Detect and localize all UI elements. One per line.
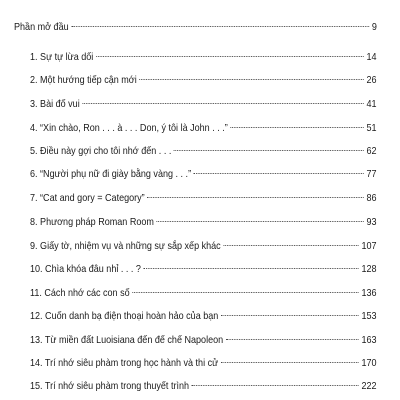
toc-entry-title: 13. Từ miền đất Luoisiana đến đế chế Napoleon xyxy=(30,334,224,346)
dot-leader xyxy=(194,173,364,174)
toc-entry-page: 26 xyxy=(366,74,377,86)
toc-entry-chapter-12 xyxy=(30,310,377,323)
toc-entry-page: 9 xyxy=(371,21,377,33)
toc-entry-page: 163 xyxy=(361,334,377,346)
toc-entry-title: 2. Một hướng tiếp cận mới xyxy=(30,74,137,86)
toc-entry-page: 86 xyxy=(366,192,377,204)
toc-entry-title: 14. Trí nhớ siêu phàm trong học hành và thi cử xyxy=(30,357,219,369)
dot-leader xyxy=(192,385,359,386)
toc-entry-page: 153 xyxy=(361,310,377,322)
dot-leader xyxy=(221,315,359,316)
toc-entry-chapter-14 xyxy=(30,357,377,370)
toc-entry-chapter-5 xyxy=(30,145,377,158)
dot-leader xyxy=(221,362,359,363)
toc-entry-title: 7. “Cat and gory = Category” xyxy=(30,192,145,204)
toc-entry-page: 41 xyxy=(366,98,377,110)
toc-entry-intro xyxy=(14,21,377,34)
toc-entry-chapter-15 xyxy=(30,380,377,393)
dot-leader xyxy=(144,268,359,269)
dot-leader xyxy=(223,245,359,246)
dot-leader xyxy=(156,221,363,222)
toc-entry-chapter-11 xyxy=(30,287,377,300)
toc-entry-title: 11. Cách nhớ các con số xyxy=(30,287,130,299)
toc-entry-title: Phần mở đầu xyxy=(14,21,69,33)
dot-leader xyxy=(226,339,359,340)
toc-entry-chapter-6 xyxy=(30,168,377,181)
toc-entry-page: 14 xyxy=(366,51,377,63)
toc-entry-title: 3. Bài đố vui xyxy=(30,98,80,110)
dot-leader xyxy=(139,79,364,80)
dot-leader xyxy=(82,103,364,104)
toc-entry-chapter-1 xyxy=(30,51,377,64)
toc-entry-page: 222 xyxy=(361,380,377,392)
toc-entry-page: 107 xyxy=(361,240,377,252)
toc-entry-chapter-4 xyxy=(30,122,377,135)
toc-entry-chapter-8 xyxy=(30,216,377,229)
toc-entry-title: 8. Phương pháp Roman Room xyxy=(30,216,154,228)
dot-leader xyxy=(174,150,364,151)
toc-entry-page: 93 xyxy=(366,216,377,228)
dot-leader xyxy=(96,56,364,57)
toc-entry-title: 5. Điều này gợi cho tôi nhớ đến . . . xyxy=(30,145,172,157)
toc-entry-page: 128 xyxy=(361,263,377,275)
toc-entry-page: 170 xyxy=(361,357,377,369)
toc-entry-title: 6. “Người phụ nữ đi giày bằng vàng . . .” xyxy=(30,168,192,180)
toc-entry-chapter-7 xyxy=(30,192,377,205)
toc-entry-chapter-3 xyxy=(30,98,377,111)
toc-entry-title: 10. Chìa khóa đâu nhỉ . . . ? xyxy=(30,263,141,275)
toc-entry-title: 1. Sự tự lừa dối xyxy=(30,51,94,63)
toc-entry-page: 77 xyxy=(366,168,377,180)
toc-entry-chapter-13 xyxy=(30,334,377,347)
toc-entry-page: 62 xyxy=(366,145,377,157)
toc-entry-chapter-9 xyxy=(30,240,377,253)
dot-leader xyxy=(132,292,359,293)
dot-leader xyxy=(230,127,364,128)
toc-entry-page: 51 xyxy=(366,122,377,134)
dot-leader xyxy=(71,26,369,27)
dot-leader xyxy=(147,197,364,198)
toc-entry-title: 4. “Xin chào, Ron . . . à . . . Don, ý tôi là John . . .” xyxy=(30,122,228,134)
toc-entry-chapter-10 xyxy=(30,263,377,276)
toc-entry-title: 15. Trí nhớ siêu phàm trong thuyết trình xyxy=(30,380,190,392)
toc-entry-chapter-2 xyxy=(30,74,377,87)
toc-entry-title: 9. Giấy tờ, nhiệm vụ và những sự sắp xếp khác xyxy=(30,240,221,252)
toc-entry-page: 136 xyxy=(361,287,377,299)
toc-entry-title: 12. Cuốn danh bạ điện thoại hoàn hảo của bạn xyxy=(30,310,219,322)
